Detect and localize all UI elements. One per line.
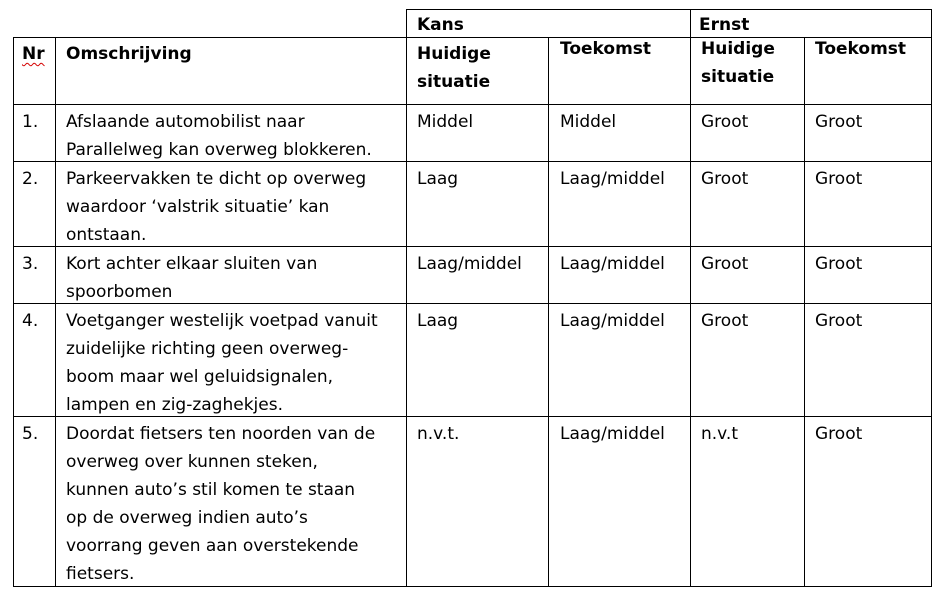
row-1-kans-toekomst: Middel <box>560 112 617 132</box>
group-header-ernst: Ernst <box>699 15 750 35</box>
row-1-ernst-toekomst: Groot <box>815 112 863 132</box>
row-3-ernst-huidig: Groot <box>701 254 749 274</box>
grid-line <box>804 37 805 587</box>
grid-line <box>931 9 932 587</box>
row-2-omschrijving: Parkeervakken te dicht op overweg waardoor ‘valstrik situatie’ kan ontstaan. <box>66 169 367 245</box>
row-3-ernst-toekomst: Groot <box>815 254 863 274</box>
group-header-kans: Kans <box>417 15 464 35</box>
row-5-ernst-toekomst: Groot <box>815 424 863 444</box>
row-3-omschrijving: Kort achter elkaar sluiten van spoorbomen <box>66 254 318 302</box>
row-1-omschrijving: Afslaande automobilist naar Parallelweg kan overweg blokkeren. <box>66 112 372 160</box>
row-4-nr: 4. <box>22 311 39 331</box>
row-5-kans-toekomst: Laag/middel <box>560 424 665 444</box>
row-2-ernst-huidig: Groot <box>701 169 749 189</box>
row-3-kans-huidig: Laag/middel <box>417 254 522 274</box>
row-4-omschrijving: Voetganger westelijk voetpad vanuit zuidelijke richting geen overweg- boom maar wel geluidsignalen, lampen en zig-zaghekjes. <box>66 311 378 415</box>
column-header-nr-text: Nr <box>22 44 45 64</box>
row-3-nr: 3. <box>22 254 39 274</box>
row-3-kans-toekomst: Laag/middel <box>560 254 665 274</box>
column-header-ernst-huidig: Huidige situatie <box>701 39 775 87</box>
row-2-ernst-toekomst: Groot <box>815 169 863 189</box>
row-1-kans-huidig: Middel <box>417 112 474 132</box>
grid-line <box>55 37 56 587</box>
column-header-kans-huidig: Huidige situatie <box>417 44 491 92</box>
row-5-kans-huidig: n.v.t. <box>417 424 460 444</box>
row-5-omschrijving: Doordat fietsers ten noorden van de overweg over kunnen steken, kunnen auto’s stil komen te staan op de overweg indien auto’s voorrang geven aan overstekende fietsers. <box>66 424 376 584</box>
column-header-omschrijving: Omschrijving <box>66 44 192 64</box>
row-5-nr: 5. <box>22 424 39 444</box>
row-2-nr: 2. <box>22 169 39 189</box>
column-header-ernst-toekomst: Toekomst <box>815 39 907 59</box>
row-4-kans-huidig: Laag <box>417 311 459 331</box>
row-4-kans-toekomst: Laag/middel <box>560 311 665 331</box>
row-1-ernst-huidig: Groot <box>701 112 749 132</box>
column-header-nr <box>22 40 45 68</box>
grid-line <box>13 37 14 587</box>
grid-line <box>548 37 549 587</box>
row-4-ernst-huidig: Groot <box>701 311 749 331</box>
row-5-ernst-huidig: n.v.t <box>701 424 738 444</box>
row-1-nr: 1. <box>22 112 39 132</box>
grid-line <box>690 9 691 587</box>
grid-line <box>13 37 932 38</box>
row-2-kans-huidig: Laag <box>417 169 459 189</box>
column-header-kans-toekomst: Toekomst <box>560 39 652 59</box>
row-2-kans-toekomst: Laag/middel <box>560 169 665 189</box>
row-4-ernst-toekomst: Groot <box>815 311 863 331</box>
grid-line <box>13 104 932 105</box>
grid-line <box>406 9 932 10</box>
grid-line <box>406 9 407 587</box>
